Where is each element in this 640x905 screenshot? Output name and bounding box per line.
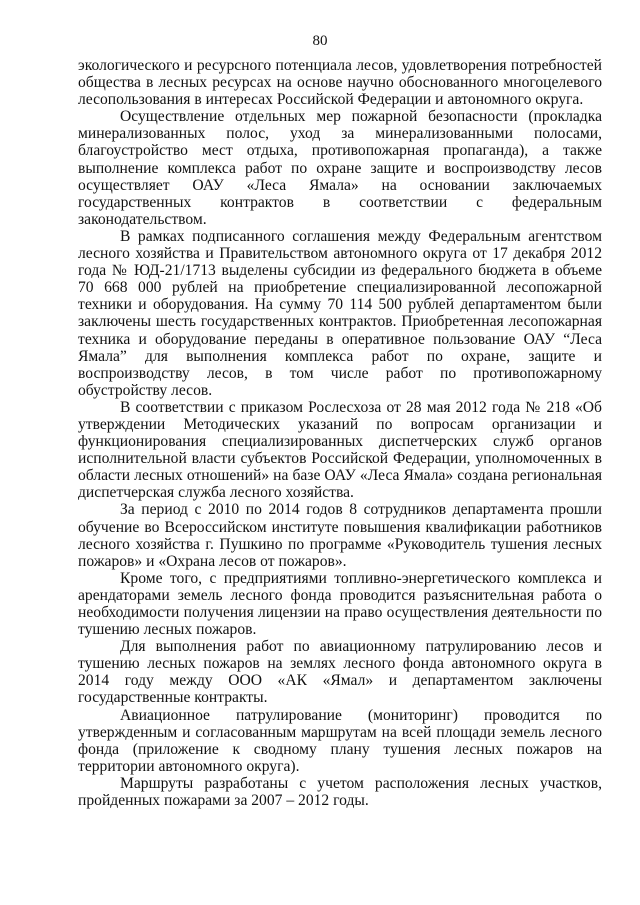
paragraph: В соответствии с приказом Рослесхоза от 28 мая 2012 года № 218 «Об утверждении Методических указаний по вопросам организации и функционирования специализированных диспетчерских служб органов исполнительной власти субъектов Российской Федерации, уполномоченных в области лесных отношений» на базе ОАУ «Леса Ямала» создана региональная диспетчерская служба лесного хозяйства. [78, 398, 602, 502]
paragraph: В рамках подписанного соглашения между Федеральным агентством лесного хозяйства и Правительством автономного округа от 17 декабря 2012 года № ЮД-21/1713 выделены субсидии из федерального бюджета в объеме 70 668 000 рублей на приобретение специализированной лесопожарной техники и оборудования. На сумму 70 114 500 рублей департаментом были заключены шесть государственных контрактов. Приобретенная лесопожарная техника и оборудование переданы в оперативное пользование ОАУ “Леса Ямала” для выполнения комплекса работ по охране, защите и воспроизводству лесов, в том числе работ по противопожарному обустройству лесов. [78, 227, 602, 399]
paragraph: Маршруты разработаны с учетом расположения лесных участков, пройденных пожарами за 2007 – 2012 годы. [78, 774, 602, 810]
document-body [78, 57, 602, 809]
paragraph-continuation: экологического и ресурсного потенциала лесов, удовлетворения потребностей общества в лесных ресурсах на основе научно обоснованного многоцелевого лесопользования в интересах Российской Федерации и автономного округа. [78, 57, 602, 109]
paragraph: Осуществление отдельных мер пожарной безопасности (прокладка минерализованных полос, уход за минерализованными полосами, благоустройство мест отдыха, противопожарная пропаганда), а также выполнение комплекса работ по охране защите и воспроизводству лесов осуществляет ОАУ «Леса Ямала» на основании заключаемых государственных контрактов в соответствии с федеральным законодательством. [78, 108, 602, 228]
paragraph: За период с 2010 по 2014 годов 8 сотрудников департамента прошли обучение во Всероссийском институте повышения квалификации работников лесного хозяйства г. Пушкино по программе «Руководитель тушения лесных пожаров» и «Охрана лесов от пожаров». [78, 501, 602, 570]
paragraph: Авиационное патрулирование (мониторинг) проводится по утвержденным и согласованным маршрутам на всей площади земель лесного фонда (приложение к сводному плану тушения лесных пожаров на территории автономного округа). [78, 706, 602, 775]
page-number: 80 [312, 33, 328, 49]
paragraph: Кроме того, с предприятиями топливно-энергетического комплекса и арендаторами земель лесного фонда проводится разъяснительная работа о необходимости получения лицензии на право осуществления деятельности по тушению лесных пожаров. [78, 569, 602, 639]
paragraph: Для выполнения работ по авиационному патрулированию лесов и тушению лесных пожаров на землях лесного фонда автономного округа в 2014 году между ООО «АК «Ямал» и департаментом заключены государственные контракты. [78, 638, 602, 707]
